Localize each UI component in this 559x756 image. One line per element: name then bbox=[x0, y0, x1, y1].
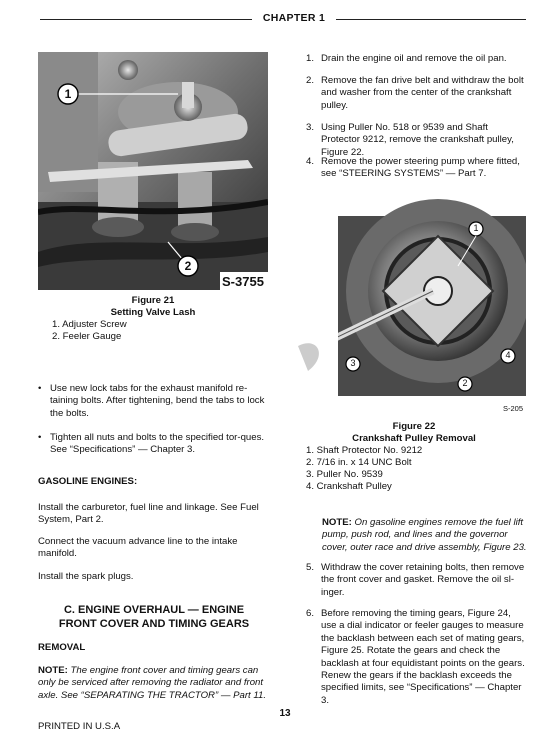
note-text: On gasoline engines remove the fuel lift pump, push rod, and lines and the governor cover, outer race and drive assembly, Figure 23. bbox=[322, 517, 527, 553]
page-number: 13 bbox=[279, 708, 291, 719]
gasoline-engines-heading: GASOLINE ENGINES: bbox=[38, 476, 138, 487]
figure-22-title: Figure 22 bbox=[392, 421, 436, 432]
note-label: NOTE: bbox=[38, 665, 68, 676]
figure-22-item: 3. Puller No. 9539 bbox=[306, 469, 383, 480]
paragraph-carburetor: Install the carburetor, fuel line and linkage. See Fuel System, Part 2. bbox=[38, 502, 259, 526]
figure-22-subtitle: Crankshaft Pulley Removal bbox=[352, 433, 476, 444]
section-heading: C. ENGINE OVERHAUL — ENGINE FRONT COVER AND TIMING GEARS bbox=[58, 604, 250, 630]
figure-22-callout-1: 1 bbox=[473, 223, 479, 233]
figure-21-subtitle: Setting Valve Lash bbox=[110, 307, 196, 318]
figure-22-callout-4: 4 bbox=[505, 350, 511, 360]
paragraph-vacuum: Connect the vacuum advance line to the intake manifold. bbox=[38, 536, 238, 560]
bullet-tighten: • Tighten all nuts and bolts to the specified tor-ques. See “Specifications” — Chapter 3. bbox=[38, 432, 265, 456]
paragraph-spark-plugs: Install the spark plugs. bbox=[38, 571, 134, 582]
left-note bbox=[38, 665, 270, 702]
figure-21-photo bbox=[38, 52, 268, 290]
header-rule-left bbox=[40, 19, 252, 20]
figure-22-item: 1. Shaft Protector No. 9212 bbox=[306, 445, 423, 456]
removal-heading: REMOVAL bbox=[38, 642, 86, 653]
note-label: NOTE: bbox=[322, 517, 352, 528]
figure-21-callout-2: 2 bbox=[184, 259, 192, 273]
figure-22-photo bbox=[298, 196, 526, 396]
bullet-dot: • bbox=[38, 432, 42, 443]
figure-21-photo-code: S-3755 bbox=[222, 274, 264, 289]
figure-21-item: 2. Feeler Gauge bbox=[52, 331, 122, 342]
crankshaft-pulley-photo-illustration bbox=[298, 196, 526, 396]
right-note bbox=[322, 517, 528, 554]
figure-22-callout-3: 3 bbox=[350, 358, 356, 368]
chapter-title: CHAPTER 1 bbox=[262, 12, 326, 24]
note-text: The engine front cover and timing gears can only be serviced after removing the radiator and front axle. See “SEPARATING THE TRACTOR” — Part 11. bbox=[38, 665, 266, 701]
bullet-lock-tabs: • Use new lock tabs for the exhaust manifold re-taining bolts. After tightening, bend the tabs to lock the bolts. bbox=[38, 383, 265, 419]
header-rule-right bbox=[336, 19, 526, 20]
printed-in-usa: PRINTED IN U.S.A bbox=[38, 721, 121, 732]
figure-21-item: 1. Adjuster Screw bbox=[52, 319, 127, 330]
figure-22-photo-code: S-205 bbox=[503, 404, 524, 413]
figure-22-item: 2. 7/16 in. x 14 UNC Bolt bbox=[306, 457, 412, 468]
figure-21-title: Figure 21 bbox=[131, 295, 175, 306]
figure-22-callout-2: 2 bbox=[462, 378, 468, 388]
figure-22-item: 4. Crankshaft Pulley bbox=[306, 481, 392, 492]
bullet-dot: • bbox=[38, 383, 42, 394]
figure-21-callout-1: 1 bbox=[64, 87, 72, 101]
